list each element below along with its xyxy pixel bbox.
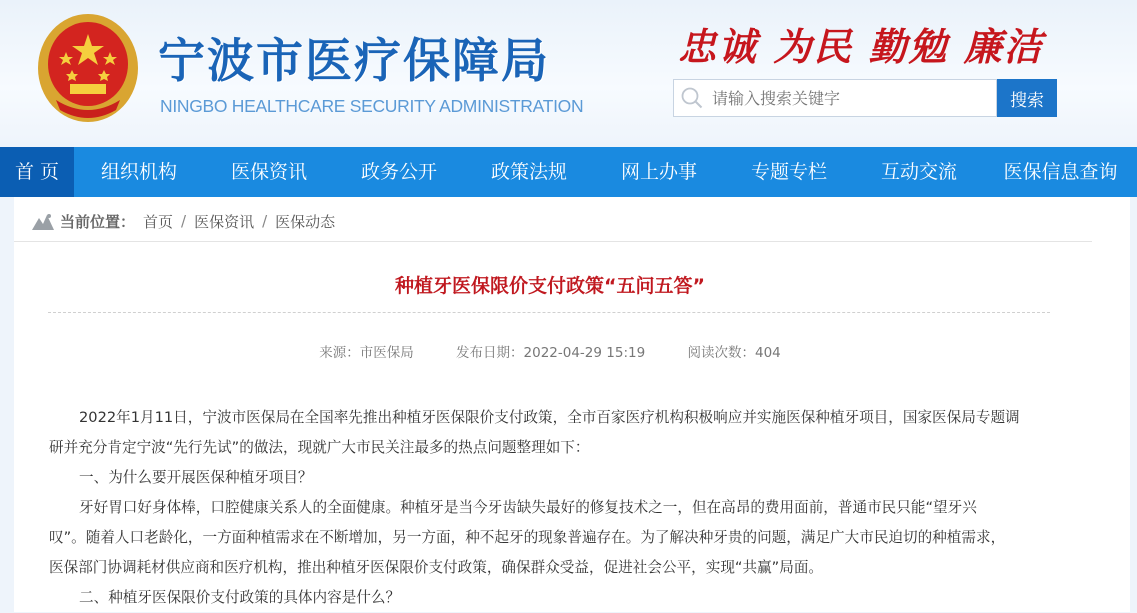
breadcrumb-divider (14, 241, 1092, 242)
site-title[interactable]: 宁波市医疗保障局 (158, 34, 550, 89)
section-heading: 二、种植牙医保限价支付政策的具体内容是什么？ (79, 589, 401, 606)
paragraph: 2022年1月11日，宁波市医保局在全国率先推出种植牙医保限价支付政策，全市百家医疗机构积极响应并实施医保种植牙项目，国家医保局专题调 (79, 409, 1020, 426)
paragraph: 牙好胃口好身体棒，口腔健康关系人的全面健康。种植牙是当今牙齿缺失最好的修复技术之一，但在高昂的费用面前，普通市民只能“望牙兴 (79, 499, 977, 516)
nav-item-info-query[interactable]: 医保信息查询 (1003, 161, 1118, 183)
article-meta (14, 341, 1086, 361)
search-input[interactable] (710, 88, 984, 109)
article-title: 种植牙医保限价支付政策“五问五答” (395, 275, 705, 297)
article-source: 来源：市医保局 (319, 345, 414, 361)
nav-item-news[interactable]: 医保资讯 (230, 161, 307, 183)
search-button[interactable]: 搜索 (997, 79, 1057, 117)
site-header (0, 0, 1137, 147)
section-heading: 一、为什么要开展医保种植牙项目？ (79, 469, 313, 486)
national-emblem-icon[interactable] (36, 12, 140, 124)
breadcrumb-separator: / (181, 212, 187, 230)
paragraph: 研并充分肯定宁波“先行先试”的做法，现就广大市民关注最多的热点问题整理如下： (49, 439, 590, 456)
nav-item-topics[interactable]: 专题专栏 (750, 161, 827, 183)
article-date: 发布日期：2022-04-29 15:19 (456, 345, 646, 361)
nav-item-home[interactable]: 首 页 (0, 147, 74, 197)
site-title-english: NINGBO HEALTHCARE SECURITY ADMINISTRATION (160, 96, 584, 116)
breadcrumb (32, 209, 335, 233)
slogan: 忠诚 为民 勤勉 廉洁 (678, 24, 1044, 69)
nav-item-organization[interactable]: 组织机构 (100, 161, 177, 183)
breadcrumb-separator: / (262, 212, 268, 230)
article-body (49, 403, 1049, 613)
title-divider (48, 312, 1050, 313)
breadcrumb-dynamics[interactable]: 医保动态 (275, 212, 336, 231)
paragraph: 医保部门协调耗材供应商和医疗机构，推出种植牙医保限价支付政策，确保群众受益，促进社会公平，实现“共赢”局面。 (49, 559, 824, 576)
nav-item-disclosure[interactable]: 政务公开 (360, 161, 437, 183)
breadcrumb-home[interactable]: 首页 (143, 212, 174, 231)
content-card (14, 197, 1130, 612)
nav-item-interaction[interactable]: 互动交流 (880, 161, 957, 183)
search-icon (674, 80, 710, 116)
paragraph: 叹”。随着人口老龄化，一方面种植需求在不断增加，另一方面，种不起牙的现象普遍存在。为了解决种牙贵的问题，满足广大市民迫切的种植需求， (49, 529, 1006, 546)
breadcrumb-label: 当前位置： (60, 212, 136, 231)
mountain-icon (32, 212, 54, 230)
nav-item-policy[interactable]: 政策法规 (490, 161, 567, 183)
main-nav (0, 147, 1137, 197)
nav-item-online-service[interactable]: 网上办事 (620, 161, 697, 183)
article-views: 阅读次数：404 (687, 345, 781, 361)
search-box (673, 79, 997, 117)
breadcrumb-news[interactable]: 医保资讯 (194, 212, 255, 231)
